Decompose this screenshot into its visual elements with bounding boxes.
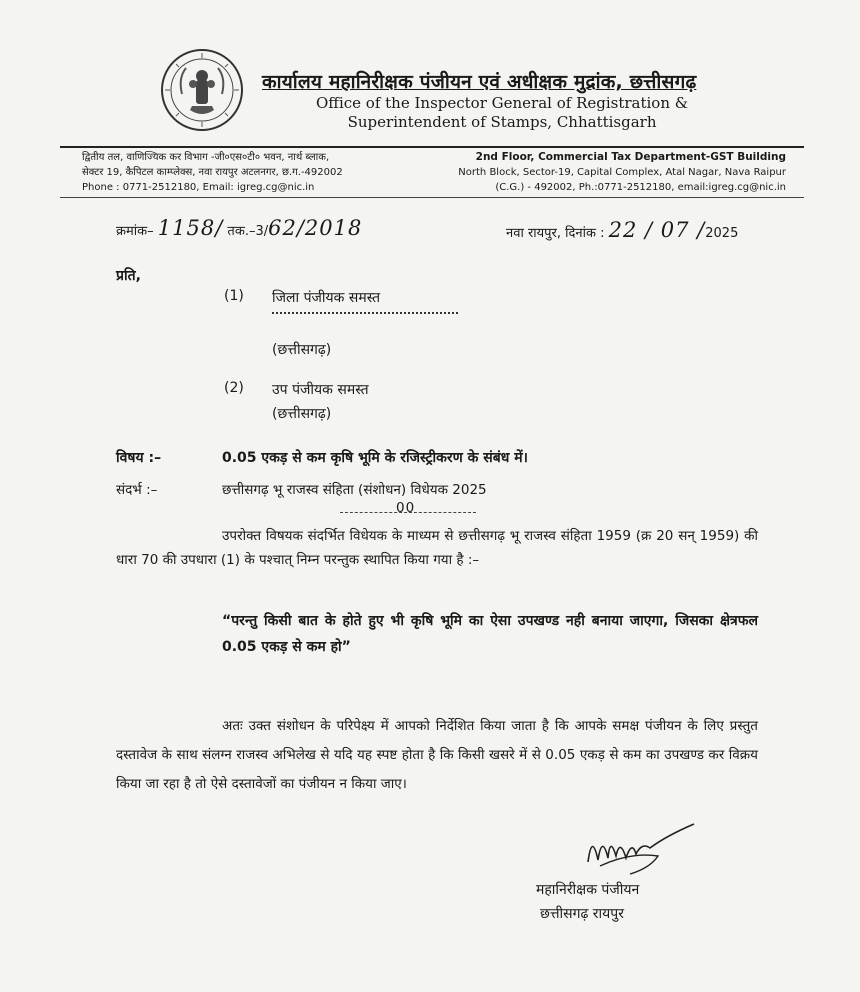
place-date-label: नवा रायपुर, दिनांक :: [506, 226, 605, 241]
date-row: [506, 218, 738, 242]
addressee-2-text: उप पंजीयक समस्त: [272, 382, 369, 398]
office-title-english: [316, 94, 688, 132]
addressee-1-sub: (छत्तीसगढ़): [272, 342, 332, 358]
addressee-2-number: (2): [224, 380, 244, 396]
body-paragraph-2: अतः उक्त संशोधन के परिपेक्ष्य में आपको निर्देशित किया जाता है कि आपके समक्ष पंजीयन के लिए प्रस्तुत दस्तावेज के साथ संलग्न राजस्व अभिलेख से यदि यह स्पष्ट होता है कि किसी खसरे में से 0.05 एकड़ से कम का उपखण्ड कर विक्रय किया जा रहा है तो ऐसे दस्तावेजों का पंजीयन न किया जाए।: [116, 718, 758, 792]
reference-doc-text: छत्तीसगढ़ भू राजस्व संहिता (संशोधन) विधेयक 2025: [222, 482, 487, 498]
amendment-quote: “परन्तु किसी बात के होते हुए भी कृषि भूमि का ऐसा उपखण्ड नही बनाया जाएगा, जिसका क्षेत्रफल 0.05 एकड़ से कम हो”: [222, 613, 758, 655]
subject-text: 0.05 एकड़ से कम कृषि भूमि के रजिस्ट्रीकरण के संबंध में।: [222, 450, 528, 466]
date-handwritten: 22 / 07 /: [608, 218, 706, 242]
reference-doc-label: संदर्भ :–: [116, 482, 158, 498]
address-hindi-line3: Phone : 0771-2512180, Email: igreg.cg@nic.in: [82, 182, 315, 193]
office-title-english-line1: Office of the Inspector General of Registration &: [316, 94, 689, 112]
signatory-place: छत्तीसगढ़ रायपुर: [540, 906, 624, 922]
addressee-1-number: (1): [224, 288, 244, 304]
file-prefix: तक.–3/: [227, 224, 269, 239]
reference-number-handwritten: 1158/: [157, 216, 224, 240]
addressee-2-sub: (छत्तीसगढ़): [272, 406, 332, 422]
address-block-english: [458, 150, 786, 195]
reference-number-row: [116, 216, 362, 240]
address-english-line1: 2nd Floor, Commercial Tax Department-GST Building: [475, 151, 786, 163]
address-hindi-line2: सेक्टर 19, कैपिटल काम्प्लेक्स, नवा रायपुर अटलनगर, छ.ग.-492002: [82, 167, 343, 178]
address-divider: [60, 197, 804, 198]
addressee-1-text: जिला पंजीयक समस्त: [272, 290, 381, 306]
address-block-hindi: [82, 150, 343, 195]
separator-line: [340, 512, 476, 513]
signature-image: [580, 822, 700, 878]
separator-mark: 00: [396, 500, 416, 516]
address-hindi-line1: द्वितीय तल, वाणिज्यिक कर विभाग -जी०एस०टी० भवन, नार्थ ब्लाक,: [82, 152, 330, 163]
addressee-1-dotted-line: [272, 312, 458, 314]
body-paragraph-1: उपरोक्त विषयक संदर्भित विधेयक के माध्यम से छत्तीसगढ़ भू राजस्व संहिता 1959 (क्र 20 सन् 1959) की धारा 70 की उपधारा (1) के पश्चात् निम्न परन्तुक स्थापित किया गया है :–: [116, 528, 758, 568]
reference-label: क्रमांक–: [116, 224, 154, 239]
date-year: 2025: [705, 226, 739, 241]
office-title-english-line2: Superintendent of Stamps, Chhattisgarh: [347, 113, 657, 131]
office-title-hindi: कार्यालय महानिरीक्षक पंजीयन एवं अधीक्षक मुद्रांक, छत्तीसगढ़: [262, 71, 697, 93]
subject-label: विषय :–: [116, 450, 162, 466]
to-label: प्रति,: [116, 268, 141, 284]
file-number-handwritten: 62/2018: [268, 216, 363, 240]
signatory-designation: महानिरीक्षक पंजीयन: [536, 882, 640, 898]
address-english-line2: North Block, Sector-19, Capital Complex, Atal Nagar, Nava Raipur: [458, 167, 786, 178]
address-english-line3: (C.G.) - 492002, Ph.:0771-2512180, email:igreg.cg@nic.in: [495, 182, 786, 193]
header-divider: [60, 146, 804, 148]
state-emblem-seal-icon: [160, 48, 244, 132]
